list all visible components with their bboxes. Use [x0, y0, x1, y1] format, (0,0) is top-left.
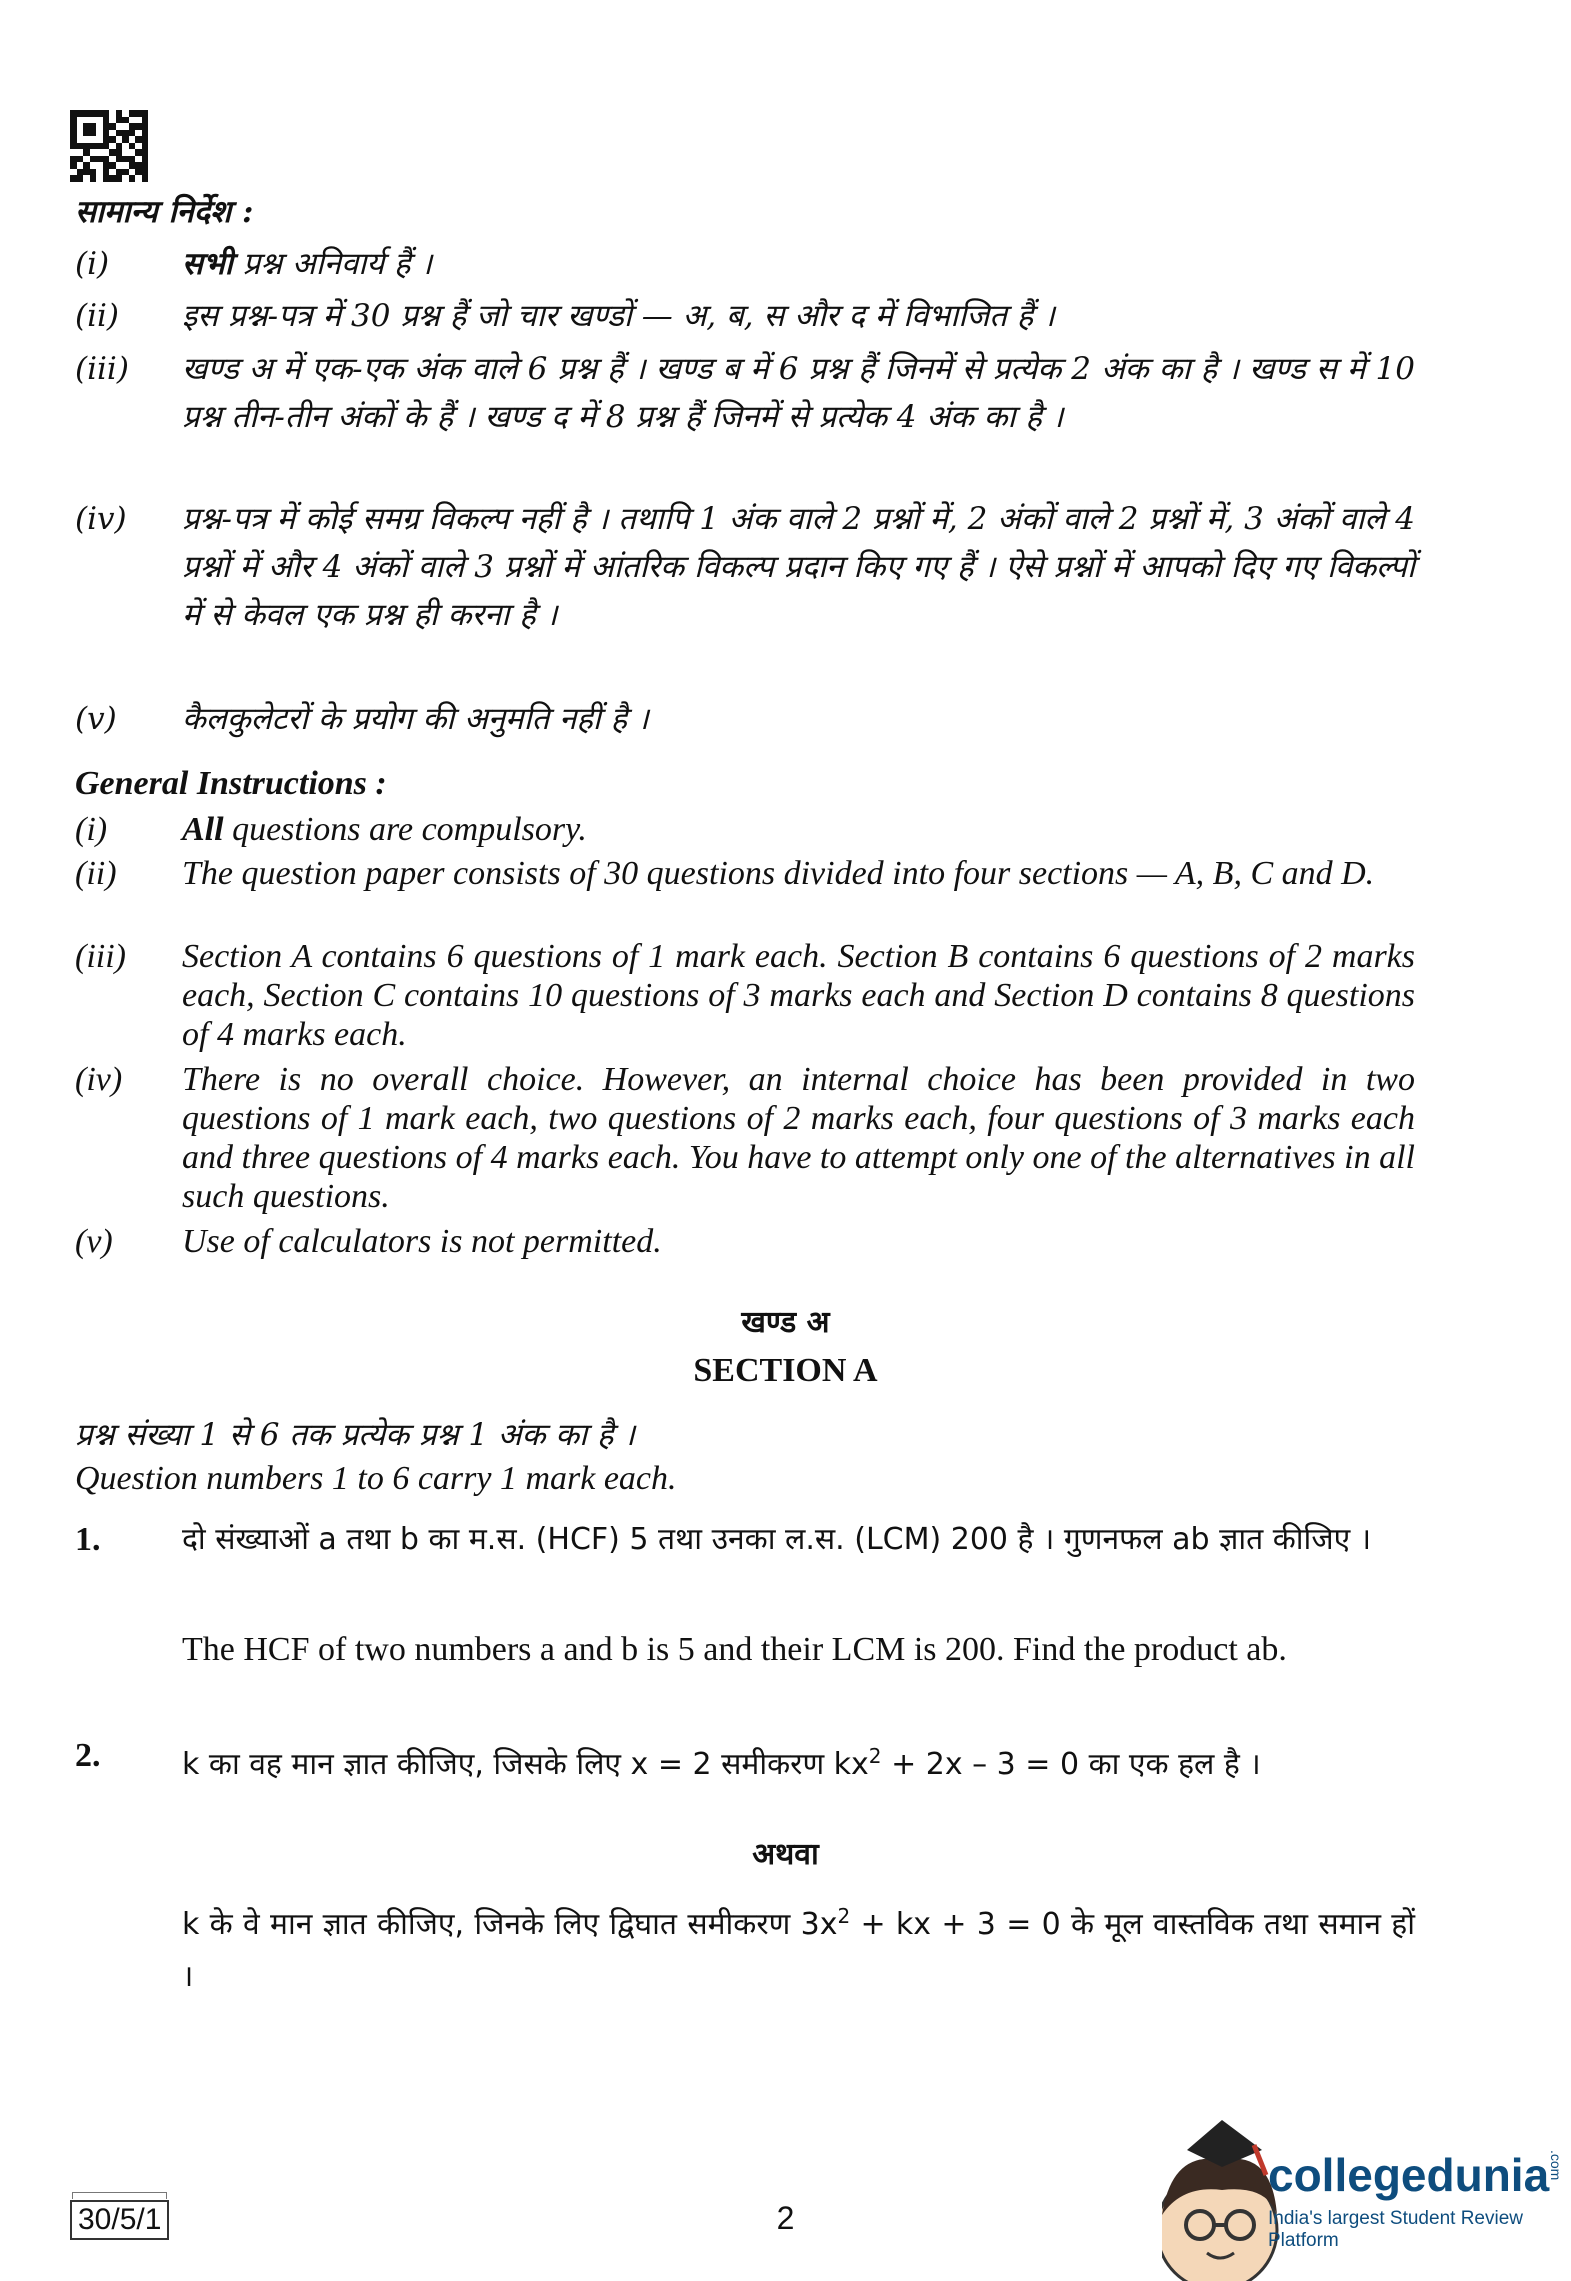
english-instruction-item: (ii) The question paper consists of 30 questions divided into four sections — A, B, C and D. [75, 855, 1375, 892]
hindi-instruction-item: (v) कैलकुलेटरों के प्रयोग की अनुमति नहीं है । [75, 701, 649, 737]
hindi-instruction-item: (iii) खण्ड अ में एक-एक अंक वाले 6 प्रश्न हैं । खण्ड ब में 6 प्रश्न हैं जिनमें से प्रत्येक 2 अंक का है । खण्ड स में 10 प्रश्न तीन-तीन अंकों के हैं । खण्ड द में 8 प्रश्न हैं जिनमें से प्रत्येक 4 अंक का है । [75, 351, 1415, 435]
question-1-english: The HCF of two numbers a and b is 5 and their LCM is 200. Find the product ab. [182, 1631, 1287, 1668]
qr-code [70, 110, 148, 182]
question-2-hindi: 2. k का वह मान ज्ञात कीजिए, जिसके लिए x = 2 समीकरण $kx^2 + 2x - 3 = 0$ का एक हल है । [75, 1737, 1261, 1782]
hindi-instruction-item: (ii) इस प्रश्न-पत्र में 30 प्रश्न हैं जो चार खण्डों — अ, ब, स और द में विभाजित हैं । [75, 298, 1055, 334]
collegedunia-logo-suffix: .com [1548, 2150, 1564, 2181]
english-instruction-item: (iv) There is no overall choice. However, an internal choice has been provided in two questions of 1 mark each, two questions of 2 marks each, four questions of 3 marks each and three questions of 4 marks each. You have to attempt only one of the alternatives in all such questions. [75, 1061, 1415, 1215]
hindi-instruction-item: (i) सभी प्रश्न अनिवार्य हैं । [75, 246, 433, 282]
english-instruction-item: (iii) Section A contains 6 questions of 1 mark each. Section B contains 6 questions of 2 marks each, Section C contains 10 questions of 3 marks each and Section D contains 8 questions of 4 marks each. [75, 938, 1415, 1053]
or-divider: अथवा [752, 1837, 819, 1872]
section-note-hindi: प्रश्न संख्या 1 से 6 तक प्रत्येक प्रश्न 1 अंक का है । [75, 1417, 636, 1453]
english-instructions-heading: General Instructions : [75, 765, 387, 802]
english-instruction-item: (v) Use of calculators is not permitted. [75, 1223, 662, 1260]
hindi-instruction-item: (iv) प्रश्न-पत्र में कोई समग्र विकल्प नहीं है । तथापि 1 अंक वाले 2 प्रश्नों में, 2 अंकों वाले 2 प्रश्नों में, 3 अंकों वाले 4 प्रश्नों में और 4 अंकों वाले 3 प्रश्नों में आंतरिक विकल्प प्रदान किए गए हैं । ऐसे प्रश्नों में आपको दिए गए विकल्पों में से केवल एक प्रश्न ही करना है । [75, 501, 1415, 633]
section-title-english: SECTION A [693, 1352, 878, 1389]
section-note-english: Question numbers 1 to 6 carry 1 mark each. [75, 1460, 677, 1497]
collegedunia-logo-text: collegedunia [1268, 2149, 1550, 2201]
hindi-instructions-heading: सामान्य निर्देश : [75, 194, 254, 230]
question-1-hindi: 1. दो संख्याओं a तथा b का म.स. (HCF) 5 तथा उनका ल.स. (LCM) 200 है । गुणनफल ab ज्ञात कीजिए । [75, 1521, 1372, 1558]
paper-code: 30/5/1 [70, 2200, 169, 2240]
question-2-alternative: k के वे मान ज्ञात कीजिए, जिनके लिए द्विघात समीकरण $3x^2$ + kx + 3 = 0 के मूल वास्तविक तथा समान हों । [182, 1904, 1415, 1994]
collegedunia-tagline: India's largest Student Review Platform [1268, 2208, 1523, 2251]
section-title-hindi: खण्ड अ [741, 1305, 830, 1340]
english-instruction-item: (i) All questions are compulsory. [75, 811, 587, 848]
page-number: 2 [776, 2200, 795, 2236]
